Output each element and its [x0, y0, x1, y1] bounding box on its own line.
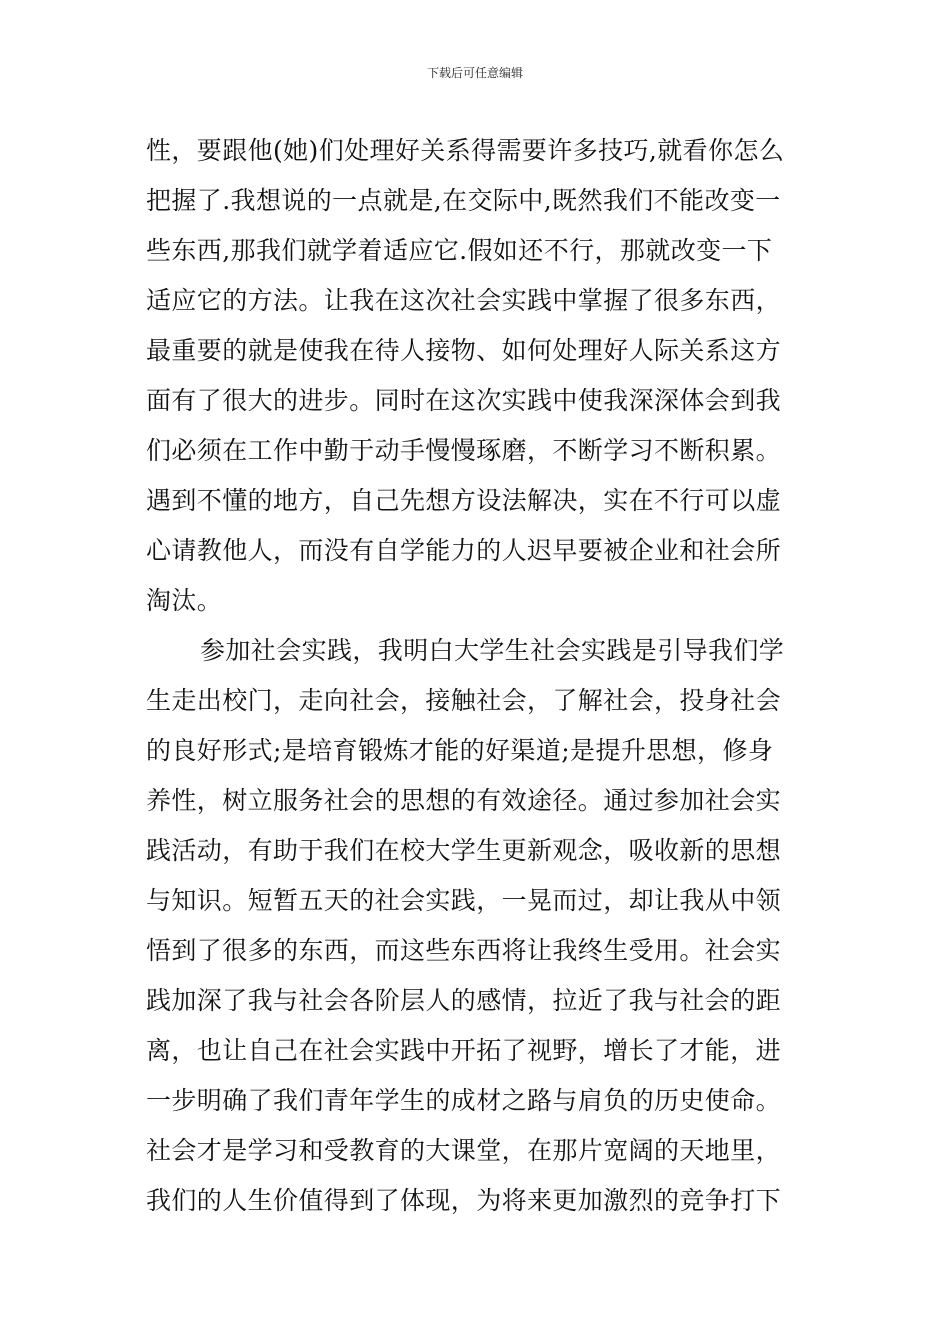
text-line: 们必须在工作中勤于动手慢慢琢磨，不断学习不断积累。: [146, 436, 782, 465]
text-line: 践加深了我与社会各阶层人的感情，拉近了我与社会的距: [146, 986, 782, 1015]
text-line: 离，也让自己在社会实践中开拓了视野，增长了才能，进: [146, 1036, 782, 1065]
text-line: 生走出校门，走向社会，接触社会，了解社会，投身社会: [146, 686, 782, 715]
page-header: 下载后可任意编辑: [426, 66, 523, 80]
text-line: 一步明确了我们青年学生的成材之路与肩负的历史使命。: [146, 1086, 782, 1115]
document-body: [146, 126, 811, 1226]
text-line: 社会才是学习和受教育的大课堂，在那片宽阔的天地里，: [146, 1136, 782, 1165]
text-line: 践活动，有助于我们在校大学生更新观念，吸收新的思想: [146, 836, 782, 865]
text-line: 些东西,那我们就学着适应它.假如还不行，那就改变一下: [146, 236, 773, 265]
text-line: 面有了很大的进步。同时在这次实践中使我深深体会到我: [146, 386, 782, 415]
text-line: 心请教他人，而没有自学能力的人迟早要被企业和社会所: [146, 536, 782, 565]
text-line: 悟到了很多的东西，而这些东西将让我终生受用。社会实: [146, 936, 782, 965]
text-line: 性，要跟他(她)们处理好关系得需要许多技巧,就看你怎么: [146, 136, 785, 165]
text-line: 我们的人生价值得到了体现，为将来更加激烈的竞争打下: [146, 1186, 782, 1215]
text-line: 遇到不懂的地方，自己先想方设法解决，实在不行可以虚: [146, 486, 782, 515]
text-line: 淘汰。: [146, 586, 223, 615]
text-line: 适应它的方法。让我在这次社会实践中掌握了很多东西，: [146, 286, 782, 315]
text-line: 最重要的就是使我在待人接物、如何处理好人际关系这方: [146, 336, 782, 365]
text-line: 养性，树立服务社会的思想的有效途径。通过参加社会实: [146, 786, 782, 815]
text-line: 把握了.我想说的一点就是,在交际中,既然我们不能改变一: [146, 186, 781, 215]
text-line: 的良好形式;是培育锻炼才能的好渠道;是提升思想，修身: [146, 736, 774, 765]
paragraph-first-line: 参加社会实践，我明白大学生社会实践是引导我们学: [200, 636, 785, 665]
text-line: 与知识。短暂五天的社会实践，一晃而过，却让我从中领: [146, 886, 782, 915]
